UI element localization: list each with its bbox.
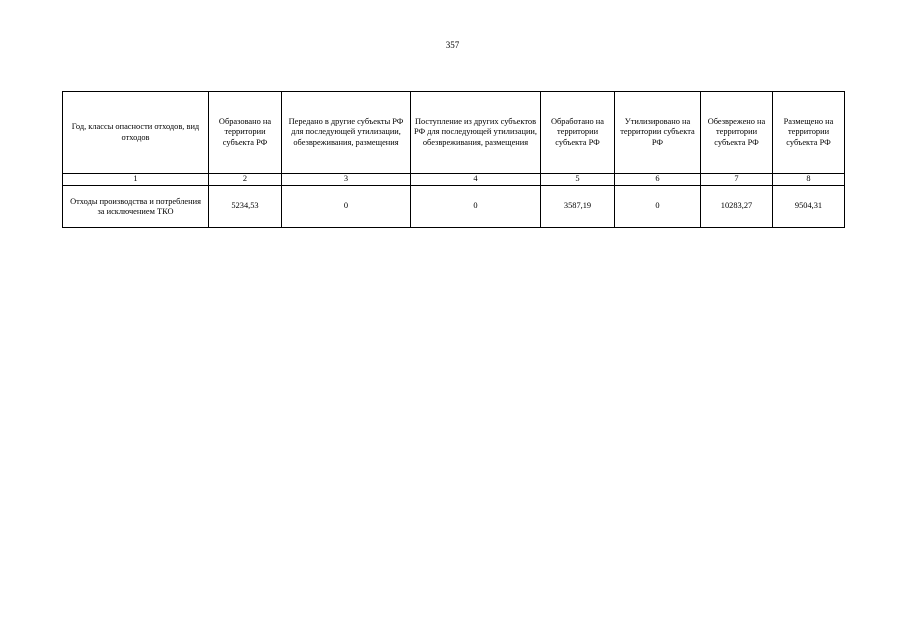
header-cell: Размещено на территории субъекта РФ xyxy=(773,92,845,174)
header-cell: Поступление из других субъектов РФ для последующей утилизации, обезвреживания, размещения xyxy=(411,92,541,174)
table-cell: 9504,31 xyxy=(773,186,845,228)
page-number: 357 xyxy=(445,40,460,50)
table-row xyxy=(63,186,845,228)
column-number-cell: 3 xyxy=(282,174,411,186)
table-cell: 0 xyxy=(411,186,541,228)
table-cell: 10283,27 xyxy=(701,186,773,228)
header-cell: Год, классы опасности отходов, вид отходов xyxy=(63,92,209,174)
column-number-row xyxy=(63,174,845,186)
column-number-cell: 2 xyxy=(209,174,282,186)
table-cell: 0 xyxy=(615,186,701,228)
header-cell: Передано в другие субъекты РФ для последующей утилизации, обезвреживания, размещения xyxy=(282,92,411,174)
table-cell: 5234,53 xyxy=(209,186,282,228)
waste-table xyxy=(62,91,845,228)
column-number-cell: 5 xyxy=(541,174,615,186)
table-cell: 0 xyxy=(282,186,411,228)
column-number-cell: 8 xyxy=(773,174,845,186)
header-row xyxy=(63,92,845,174)
column-number-cell: 1 xyxy=(63,174,209,186)
column-number-cell: 7 xyxy=(701,174,773,186)
column-number-cell: 4 xyxy=(411,174,541,186)
header-cell: Обезврежено на территории субъекта РФ xyxy=(701,92,773,174)
header-cell: Утилизировано на территории субъекта РФ xyxy=(615,92,701,174)
table-cell: 3587,19 xyxy=(541,186,615,228)
header-cell: Образовано на территории субъекта РФ xyxy=(209,92,282,174)
header-cell: Обработано на территории субъекта РФ xyxy=(541,92,615,174)
column-number-cell: 6 xyxy=(615,174,701,186)
row-label: Отходы производства и потребления за исключением ТКО xyxy=(63,186,209,228)
